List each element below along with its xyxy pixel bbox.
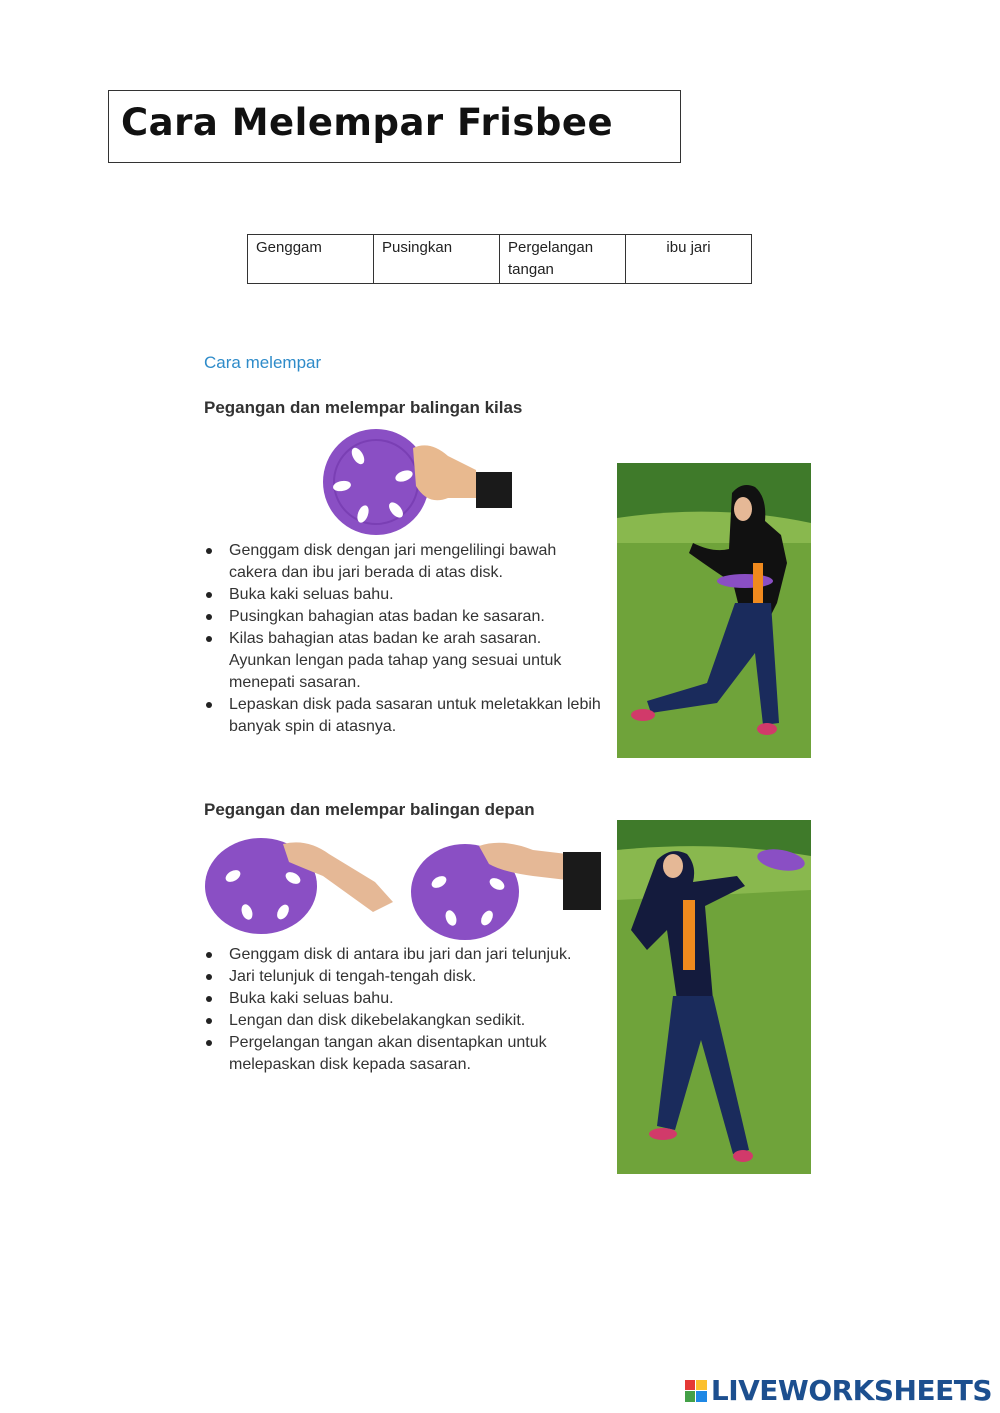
forehand-photo: [617, 820, 811, 1174]
word-cell-ibu-jari[interactable]: ibu jari: [626, 235, 752, 284]
list-item: Kilas bahagian atas badan ke arah sasaran. Ayunkan lengan pada tahap yang sesuai untuk menepati sasaran.: [204, 628, 604, 694]
backhand-photo: [617, 463, 811, 758]
forehand-steps: [204, 944, 604, 1076]
list-item: Lengan dan disk dikebelakangkan sedikit.: [204, 1010, 604, 1032]
title-box: [108, 90, 681, 163]
liveworksheets-logo: [685, 1374, 992, 1407]
logo-text: LIVEWORKSHEETS: [710, 1374, 992, 1407]
word-row: [248, 235, 752, 284]
sleeve: [563, 852, 601, 910]
backhand-grip-image: [318, 426, 518, 536]
list-item: Lepaskan disk pada sasaran untuk meletakkan lebih banyak spin di atasnya.: [204, 694, 604, 738]
backhand-heading: Pegangan dan melempar balingan kilas: [204, 398, 523, 417]
section-label: Cara melempar: [204, 353, 322, 372]
list-item: Pusingkan bahagian atas badan ke sasaran.: [204, 606, 604, 628]
word-table: [247, 234, 752, 284]
list-item: Buka kaki seluas bahu.: [204, 988, 604, 1010]
logo-mark-icon: [685, 1380, 707, 1402]
page-title: Cara Melempar Frisbee: [121, 101, 614, 144]
list-item: Buka kaki seluas bahu.: [204, 584, 604, 606]
list-item: Genggam disk dengan jari mengelilingi bawah cakera dan ibu jari berada di atas disk.: [204, 540, 604, 584]
word-cell-pergelangan-tangan[interactable]: Pergelangan tangan: [500, 235, 626, 284]
word-cell-genggam[interactable]: Genggam: [248, 235, 374, 284]
word-cell-pusingkan[interactable]: Pusingkan: [374, 235, 500, 284]
list-item: Pergelangan tangan akan disentapkan untuk melepaskan disk kepada sasaran.: [204, 1032, 604, 1076]
forehand-heading: Pegangan dan melempar balingan depan: [204, 800, 535, 819]
sleeve: [476, 472, 512, 508]
list-item: Jari telunjuk di tengah-tengah disk.: [204, 966, 604, 988]
hand: [413, 445, 478, 500]
frisbee-disc: [411, 843, 601, 940]
backhand-steps: [204, 540, 604, 738]
list-item: Genggam disk di antara ibu jari dan jari telunjuk.: [204, 944, 604, 966]
frisbee-disc: [205, 838, 393, 934]
forehand-grip-image: [203, 832, 603, 942]
